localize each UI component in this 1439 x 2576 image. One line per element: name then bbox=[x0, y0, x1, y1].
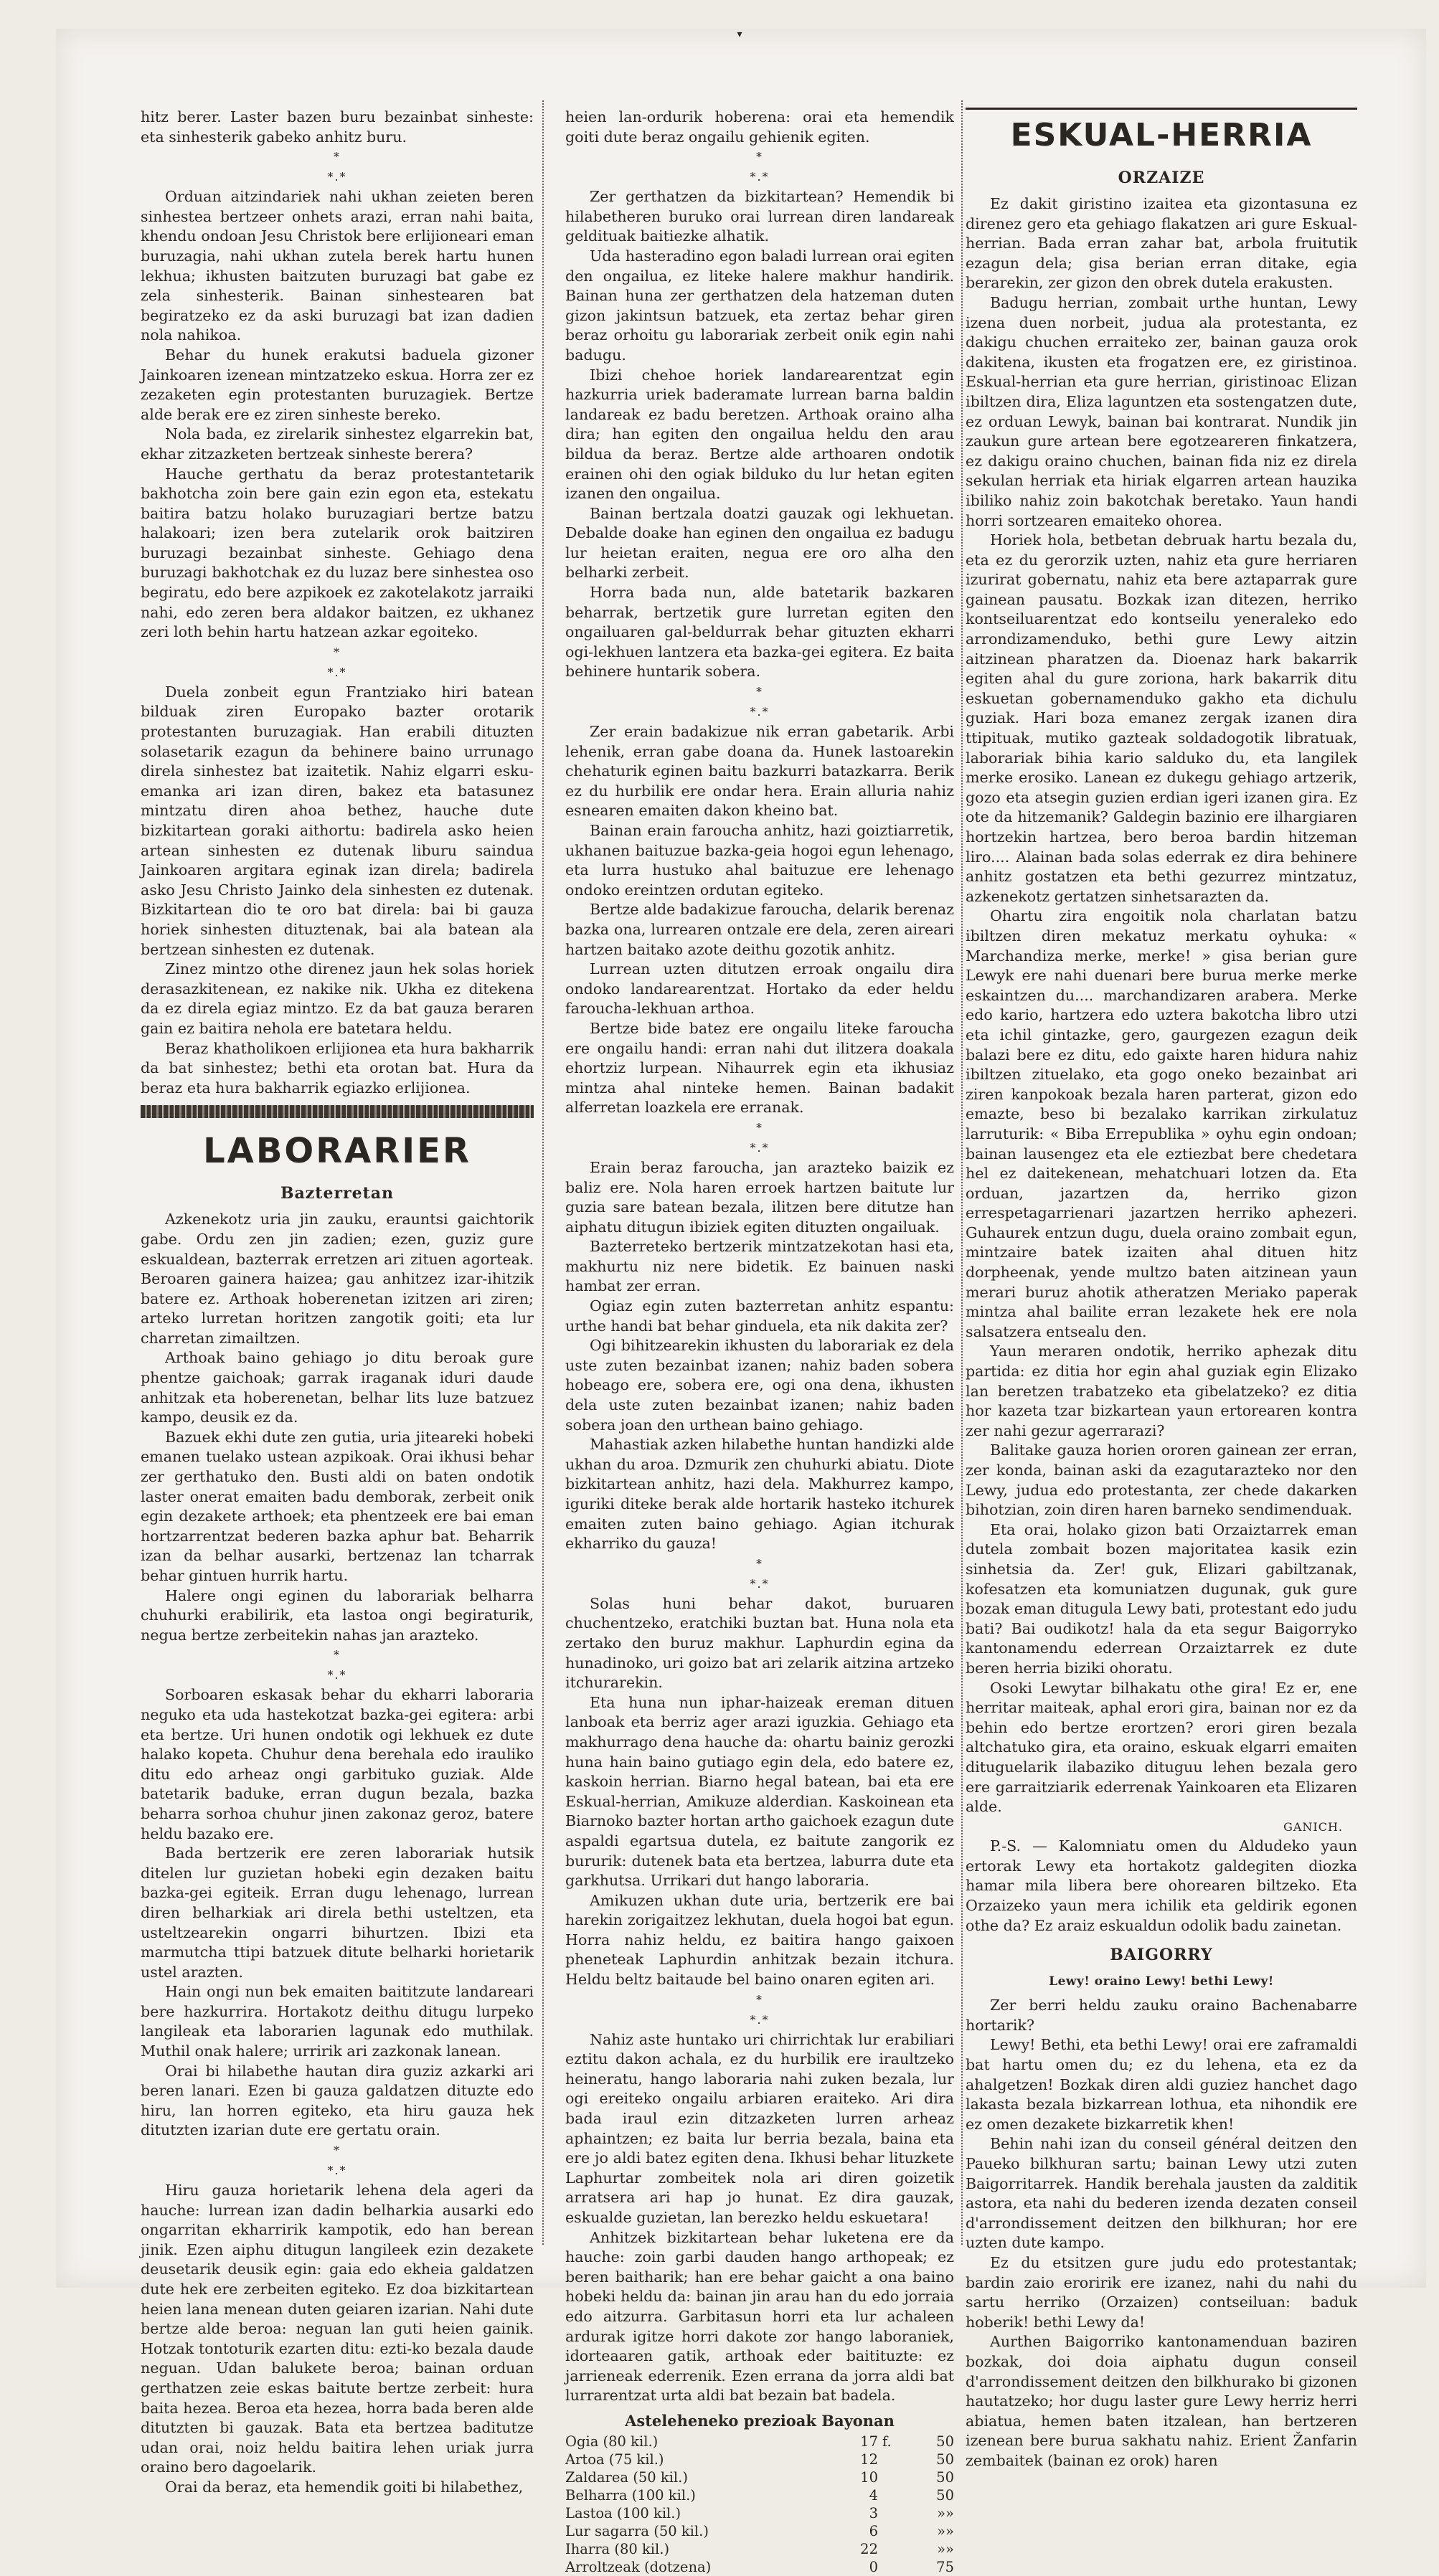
paragraph: Bada bertzerik ere zeren laborariak hutsik ditelen lur guzietan hobeki egin dezaken baitu bazka-gei egiteik. Erran dugu lehenago, lurrean diren belharkiak ari direla bethi usteltzen, eta usteltzearekin ongarri bihurtzen. Ibizi eta marmutcha ttipi batzuek ditute belharki horietarik ustel arazten. bbox=[141, 1845, 534, 1981]
price-row bbox=[565, 2468, 954, 2486]
price-item: Arroltzeak (dotzena) bbox=[565, 2558, 712, 2575]
price-cents: 50 bbox=[936, 2450, 954, 2468]
paragraph: Amikuzen ukhan dute uria, bertzerik ere bai harekin zorigaitzez lekhutan, duela hogoi bat egun. Horra nahiz heldu, ez baitira hango gaixoen pheneteak Laphurdin anhitzak bezain itchura. Heldu beltz baitaude bel baino onaren egiten ari. bbox=[565, 1891, 954, 1989]
price-francs: 17 bbox=[860, 2433, 878, 2450]
price-table bbox=[565, 2406, 954, 2576]
price-cents: 50 bbox=[936, 2433, 954, 2450]
price-francs: 6 bbox=[869, 2522, 878, 2539]
section-separator: * *.* bbox=[327, 150, 347, 184]
paragraph: Azkenekotz uria jin zauku, erauntsi gaichtorik gabe. Ordu zen jin zadien; ezen, guziz gure eskualdean, bazterrak erretzen ari zituen agorteak. Beroaren gainera haizea; gau anhitzez izar-ihitzik batere ez. Arthoak hoberenetan izitzen ari ziren; arteko lurretan horitzen zangotik goiti; eta lur charretan zimailtzen. bbox=[141, 1211, 534, 1347]
paragraph: Orai bi hilabethe hautan dira guziz azkarki ari beren lanari. Ezen bi gauza galdatzen dituzte edo hiru, lan horren egiteko, eta hiru gauza hek ditutzten izarian dute ere gertatu orain. bbox=[141, 2062, 534, 2139]
section-subtitle: BAIGORRY bbox=[1110, 1946, 1213, 1965]
price-cents: 50 bbox=[936, 2486, 954, 2504]
price-francs: 22 bbox=[860, 2540, 878, 2557]
price-cents: 50 bbox=[936, 2468, 954, 2486]
section-separator: * *.* bbox=[327, 2144, 347, 2178]
price-item: Zaldarea (50 kil.) bbox=[565, 2468, 688, 2486]
paragraph: Sorboaren eskasak behar du ekharri laboraria neguko eta uda hastekotzat bazka-gei egitera: arbi eta bertze. Uri hunen ondotik ogi lekhuek ez dute halako kopeta. Chuhur dena berehala edo irauliko ditu edo arheaz ongi garbituko guziak. Alde batetarik baduke, erran dugun bezala, bazka beharra sorhoa chuhur jinen zakonaz geroz, batere heldu bazako ere. bbox=[141, 1686, 534, 1842]
price-cents: »» bbox=[937, 2540, 954, 2557]
price-item: Belharra (100 kil.) bbox=[565, 2486, 696, 2504]
paragraph: Badugu herrian, zombait urthe huntan, Lewy izena duen norbeit, judua ala protestanta, ez dakigu chuchen erraiteko zer, bainan gauza orok dakitena, ikusten eta frogatzen ere, ez giristinoa. Eskual-herrian eta gure herrian, giristinoac Elizan ibiltzen dira, Eliza laguntzen eta sostengatzen dute, ez orduan Lewyk, bainan bai kontrarat. Nundik jin zaukun gure artean bere egotzeareren finkatzera, ez dakigu oraino chuchen, bainan fida niz ez direla sekulan herriak eta hiriak elgarren artean hauzika ibiliko nahiz zoin bakotchak beretako. Yaun handi horri sortzearen emaiteko ohorea. bbox=[966, 293, 1357, 529]
paragraph: Bertze bide batez ere ongailu liteke faroucha ere ongailu handi: erran nahi dut ilitzera doakala ehortziz lurpean. Nihaurrek egin eta ikhusiaz mintza ahal ninteke hemen. Bainan badakit alferretan loazkela ere erranak. bbox=[565, 1019, 954, 1117]
section-title: LABORARIER bbox=[203, 1131, 471, 1172]
paragraph: Hiru gauza horietarik lehena dela ageri da hauche: lurrean izan dadin belharkia ausarki edo ongarritan ekharririk kampotik, edo han berean jinik. Ezen aiphu ditugun langileek ezin dezakete deusetarik deusik egin: gaia edo ekheia galdatzen dute hek ere zerbeiten egiteko. Ez doa bizkitartean heien lana menean duten geiaren izarian. Nahi dute bertze alde beroa: neguan lan guti heien gainik. Hotzak tontoturik ezarten ditu: ezti-ko bezala daude neguan. Udan balukete beroa; bainan orduan gerthatzen zeie eskas baitute bertze zerbeit: hura baita hezea. Beroa eta hezea, horra bada beren alde ditutzten bi gauzak. Bata eta bertzea baditutze udan orai, noiz heldu baitira lehen uriak jurra oraino bero dagoelarik. bbox=[141, 2182, 534, 2476]
paragraph: Beraz khatholikoen erlijionea eta hura bakharrik da bat sinhestez; bethi eta orotan bat. Hura da beraz eta hura bakharrik egiazko erlijionea. bbox=[141, 1039, 534, 1097]
paragraph: Yaun meraren ondotik, herriko aphezak ditu partida: ez ditia hor egin ahal guziak egin Elizako lan beretzen trabatzeko eta gibelatzeko? ez ditia hor kazeta tzar bizkartean yaun ertorearen kontra zer nahi gezur agerrarazi? bbox=[966, 1343, 1357, 1439]
paragraph: Uda hasteradino egon baladi lurrean orai egiten den ongailua, ez liteke halere makhur handirik. Bainan huna zer gerthatzen dela hatzeman duten gizon jakintsun batzuek, eta zertaz behar giren beraz orhoitu gu laborariak zerbeit onik egin nahi badugu. bbox=[565, 247, 954, 364]
section-separator: * *.* bbox=[750, 1120, 770, 1155]
column-rule bbox=[961, 100, 963, 2245]
price-item: Artoa (75 kil.) bbox=[565, 2450, 664, 2468]
price-item: Ogia (80 kil.) bbox=[565, 2433, 659, 2450]
paragraph: Lewy! Bethi, eta bethi Lewy! orai ere zaframaldi bat hartu omen du; ez du lehena, eta ez da ahalgetzen! Bozkak diren aldi guziez hanchet dago lakasta bezala bizkarrean lothua, eta nihondik ere ez omen dezakete bizkarretik khen! bbox=[966, 2036, 1357, 2133]
price-row bbox=[565, 2486, 954, 2504]
paragraph: Ogi bihitzearekin ikhusten du laborariak ez dela uste zuten bezainbat izanen; nahiz baden sobera hobeago ere, sobera ere, ogi ona dena, ikhusten dela uste zuten bezainbat izanen; nahiz baden sobera joan den urthean baino gehiago. bbox=[565, 1337, 954, 1434]
paragraph: Duela zonbeit egun Frantziako hiri batean bilduak ziren Europako bazter orotarik protestanten buruzagiak. Han erabili dituzten solasetarik ezagun da behinere baino urrunago direla sinhestez bat izaitetik. Nahiz elgarri esku-emanka ari izan diren, bakez eta batasunez mintzatu diren ahoa bethez, hauche dute bizkitartean goraki aithortu: badirela asko heien artean sinhesten ez dutenak liburu saindua Jainkoaren argitara eginak izan direla; badirela asko Jesu Christo Jainko dela sinhesten ez dutenak. Bizkitartean dio te oro bat direla: bai bi gauza horiek sinhesten dituztenak, bai ala batean ala bertzean sinhesten ez dutenak. bbox=[141, 683, 534, 958]
price-row bbox=[565, 2450, 954, 2468]
title-rule bbox=[966, 108, 1357, 110]
author-signature: GANICH. bbox=[1283, 1819, 1343, 1834]
paragraph: Aurthen Baigorriko kantonamenduan baziren bozkak, doi doia aiphatu dugun conseil d'arrondissement deitzen den bilkhurako bi gizonen hautatzeko; hor dugu laster gure Lewy herriz herri abiatua, hemen baten itzalean, han bertzeren izenean bere burua sakhatu nahiz. Erient Žanfarin zembaitek (bainan ez orok) haren bbox=[966, 2333, 1357, 2469]
section-separator: * *.* bbox=[750, 685, 770, 719]
price-row bbox=[565, 2522, 954, 2540]
paragraph: Zer gerthatzen da bizkitartean? Hemendik bi hilabetheren buruko orai lurrean diren landareak geldituak baitiezke alhatik. bbox=[565, 188, 954, 245]
section-separator: * *.* bbox=[750, 1556, 770, 1591]
paragraph: Nola bada, ez zirelarik sinhestez elgarrekin bat, ekhar zitzazketen bertzeak sinheste berera? bbox=[141, 425, 534, 463]
paragraph: Horra bada nun, alde batetarik bazkaren beharrak, bertzetik gure lurretan egiten den ongailuaren gal-beldurrak behar gituzten ekharri ogi-lekhuen lantzera eta bazka-gei egitera. Ez baita behinere huntarik sobera. bbox=[565, 584, 954, 681]
paragraph: Lurrean uzten ditutzen erroak ongailu dira ondoko landarearentzat. Hortako da eder heldu faroucha-lekhuan arthoa. bbox=[565, 960, 954, 1018]
paragraph: Ohartu zira engoitik nola charlatan batzu ibiltzen diren mekatuz merkatu oyhuka: « Marchandiza merke, merke! » gisa berian gure Lewyk ere nahi duenari bere burua merke merke eskaintzen du.... marchandizaren arabera. Merke edo kario, hartzera edo uztera bakotcha libro utzi eta ichil gintazke, gero, gaurgezen ezagun deik balazi bere ez ditu, edo gaixte haren hidura nahiz ibiltzen zituelako, eta gogo oneko bezainbat ari ziren kanpokoak bezala haren parterat, gizon edo emazte, beso bi bezalako karrikan zirkulatuz larruturik: « Biba Errepublika » oyhu egin ondoan; bainan lausengez eta ele eztiezbat bere chedetara hel ez daitekenean, mehatchuari lotzen da. Eta orduan, jazartzen da, herriko gizon errespetagarrienari jazartzen herriko aphezeri. Guhaurek entzun dugu, duela oraino zombait egun, mintzaire batek izaiten ahal dituen hitz dorpheenak, yende multzo baten aitzinean yaun merari buruz ahotik atheratzen Meriako paperak mintza ahal bailite erran lezakete hek ere nola salsatzera entsealu den. bbox=[966, 907, 1357, 1340]
paragraph: Mahastiak azken hilabethe huntan handizki alde ukhan du aroa. Dzmurik zen chuhurki abiatu. Diote bizkitartean anhitz, hazi dela. Makhurrez kampo, iguriki diteke berak alde hortarik hasteko itchurek emaiten zuten baino gehiago. Agian itchurak ekharriko du gauza! bbox=[565, 1436, 954, 1553]
column-1 bbox=[141, 108, 534, 2498]
price-francs: 12 bbox=[860, 2450, 878, 2468]
paragraph: Behin nahi izan du conseil général deitzen den Paueko bilkhuran sartu; bainan Lewy utzi zuten Baigorritarrek. Handik berehala jausten da zalditik astora, eta nahi du bederen izenda dezaten conseil d'arrondissement deitzen den bilkhuran; hor ere uzten dute kampo. bbox=[966, 2135, 1357, 2252]
price-cents: 75 bbox=[936, 2558, 954, 2575]
paragraph: Ez du etsitzen gure judu edo protestantak; bardin zaio eroririk ere izanez, nahi du nahi du sartu herriko (Orzaizen) contseiluan: baduk hoberik! bethi Lewy da! bbox=[966, 2253, 1357, 2331]
price-francs: 0 bbox=[869, 2558, 878, 2575]
binding-mark: ▾ bbox=[737, 29, 742, 40]
price-francs: 4 bbox=[869, 2486, 878, 2504]
price-unit bbox=[878, 2450, 911, 2468]
paragraph: hitz berer. Laster bazen buru bezainbat sinheste: eta sinhesterik gabeko anhitz buru. bbox=[141, 108, 534, 146]
section-separator: * *.* bbox=[750, 1992, 770, 2027]
price-francs: 3 bbox=[869, 2504, 878, 2521]
price-unit bbox=[878, 2540, 911, 2558]
paragraph: Orai da beraz, eta hemendik goiti bi hilabethez, bbox=[165, 2478, 524, 2496]
newspaper-page bbox=[56, 29, 1426, 2575]
paragraph: Erain beraz faroucha, jan arazteko baizik ez baliz ere. Nola haren erroek hartzen baitute lur guzia sare batean bezala, ilitzen bere ditutze han aiphatu ditugun ibiziek egiten dituzten ongailuak. bbox=[565, 1158, 954, 1236]
paragraph: Arthoak baino gehiago jo ditu beroak gure phentze gaichoak; garrak iraganak iduri daude anhitzak eta hoberenetan, belhar lits luze batzuez kampo, deusik ez da. bbox=[141, 1349, 534, 1426]
paragraph: Zer erain badakizue nik erran gabetarik. Arbi lehenik, erran gabe doana da. Hunek lastoarekin chehaturik eginen baitu bazkurri batazkarra. Berik ez du hurbilik ere ondar hera. Erain alluria nahiz esnearen emaiten dakon kheino bat. bbox=[565, 723, 954, 820]
price-item: Lur sagarra (50 kil.) bbox=[565, 2522, 709, 2539]
paragraph: Bazuek ekhi dute zen gutia, uria jiteareki hobeki emanen tuelako ustean azpikoak. Orai ikhusi behar zer gerthatuko den. Busti aldi on baten ondotik laster onerat emaiten badu demborak, zerbeit onik egin dezakete arthoek; eta phentzeek ere bai eman hortzarrentzat bederen bazka aphur bat. Beharrik izan da belhar ausarki, bertzenaz lan tcharrak behar gintuen hurrik hartu. bbox=[141, 1428, 534, 1584]
paragraph: Orduan aitzindariek nahi ukhan zeieten beren sinhestea bertzeer onhets arazi, erran nahi baita, khendu ondoan Jesu Christok bere erlijioneari eman buruzagia, nahi ukhan zutela berek hartu hunen lekhua; ikhusten baitzuten buruzagi bat gabe ez zela sinhesterik. Bainan sinhestearen bat begiratzeko ez da aski buruzagi bat izan dadien nola nahikoa. bbox=[141, 188, 534, 344]
price-item: Iharra (80 kil.) bbox=[565, 2540, 670, 2557]
price-item: Lastoa (100 kil.) bbox=[565, 2504, 681, 2521]
paragraph: Eta orai, holako gizon bati Orzaiztarrek eman dutela zombait bozen majoritatea kasik ezin sinhetsia da. Zer! guk, Elizari gabiltzanak, kofesatzen eta komuniatzen dugunak, guk gure bozak eman ditugula Lewy bati, protestant edo judu bati? Bai oudikotz! hala da eta segur Baigorryko kantonamendu ederrean Orzaiztarrek ez dute beren herria biziki ohoratu. bbox=[966, 1520, 1357, 1677]
price-unit bbox=[878, 2504, 911, 2522]
paragraph: Halere ongi eginen du laborariak belharra chuhurki erabilirik, eta lastoa ongi begiraturik, negua bertze zerbeitekin nahas jan arazteko. bbox=[141, 1586, 534, 1644]
price-row bbox=[565, 2433, 954, 2450]
section-separator: * *.* bbox=[750, 150, 770, 184]
paragraph: Solas huni behar dakot, buruaren chuchentzeko, eratchiki buztan bat. Huna nola eta zertako den buruz makhur. Laphurdin egina da hunadinoko, uri goizo bat ari zelarik aitzina artzeko itchurarekin. bbox=[565, 1594, 954, 1692]
price-row bbox=[565, 2504, 954, 2522]
price-unit bbox=[878, 2558, 911, 2576]
section-subtitle: Bazterretan bbox=[280, 1184, 395, 1203]
article-headline: Lewy! oraino Lewy! bethi Lewy! bbox=[1049, 1974, 1274, 1989]
paragraph: Nahiz aste huntako uri chirrichtak lur erabiliari eztitu dakon achala, ez du hurbilik ere iraultzeko heineratu, hango laboraria nahi zuken bezala, lur ogi ereiteko ongailu arbiaren eraiteko. Ari dira bada iraul ezin ditzazketen lurren arheaz aphaintzen; ez baita lur berria bezala, baina eta ere jo aldi batez egiten dena. Ikhusi behar lituzkete Laphurtar zombeitek nola ari diren goizetik arratsera ari hap jo hunat. Ez dira gauzak, eskualde guzietan, lan berezko heldu eskuetara! bbox=[565, 2030, 954, 2226]
paragraph: Behar du hunek erakutsi baduela gizoner Jainkoaren izenean mintzatzeko eskua. Horra zer ez zezaketen egin protestanten buruzagiek. Bertze alde berak ere ez ziren sinheste bereko. bbox=[141, 346, 534, 423]
paragraph: Bazterreteko bertzerik mintzatzekotan hasi eta, makhurtu niz nere bidetik. Ez bainuen naski hambat zer erran. bbox=[565, 1238, 954, 1295]
price-row bbox=[565, 2540, 954, 2558]
price-cents: »» bbox=[937, 2522, 954, 2539]
section-separator: * *.* bbox=[327, 645, 347, 679]
column-3 bbox=[966, 108, 1357, 2471]
price-unit: f. bbox=[882, 2433, 892, 2450]
paragraph: Anhitzek bizkitartean behar luketena ere da hauche: zoin garbi dauden hango arthopeak; ez beren baitharik; han ere behar gaicht a ona baino hobeki heldu da: bainan jin arau han du edo jorraia edo aitzurra. Garbitasun horri eta lur achaleen ardurak igitze horri dakote zor hango laboraniek, idorteaaren gatik, arthoak eder baitituzte: ez jarrieneak ederrenik. Ezen errana da jorra aldi bat lurrarentzat urta aldi bat bezain bat badela. bbox=[565, 2228, 954, 2405]
paragraph: Zinez mintzo othe direnez jaun hek solas horiek derasazkitenean, ez nakike nik. Ukha ez ditekena da ez direla egiaz mintzo. Ez da bat gauza beraren gain ez baitira nehola ere batetara heldu. bbox=[141, 960, 534, 1037]
paragraph: Balitake gauza horien ororen gainean zer erran, zer konda, bainan aski da ezagutaraztekо nor den Lewy, judua edo protestanta, zer chede dakarken bihotzian, zoin diren haren barneko sendimenduak. bbox=[966, 1441, 1357, 1519]
price-table-title: Asteleheneko prezioak Bayonan bbox=[625, 2411, 895, 2430]
section-title: ESKUAL-HERRIA bbox=[1010, 117, 1313, 153]
paragraph: Eta huna nun iphar-haizeak ereman dituen lanboak eta berriz ager arazi iguzkia. Gehiago eta makhurrago dena hauche da: ohartu bainiz gerozki huna hain baino gutiago egin dela, edo batere ez, kaskoin herrian. Biarno hegal batean, bai eta ere Eskual-herrian, Amikuze alderdian. Kaskoinean eta Biarnoko bazter hortan artho gaichoek ezagun dute aspaldi egartsua dutela, ez baitute zangorik ez bururik: dutenek bata eta bertzea, laburra dute eta garkhutsa. Urrikari dut hango laboraria. bbox=[565, 1693, 954, 1890]
paragraph: Osoki Lewytar bilhakatu othe gira! Ez er, ene herritar maiteak, aphal erori gira, bainan nor ez da behin edo bertze erortzen? erori giren bezala altchatuko gira, eta oraino, eskuak elgarri emaiten dituguelarik ilabaziko dituguu lehen bezala gero ere garraitziarik ederrenak Yainkoaren eta Elizaren alde. bbox=[966, 1679, 1357, 1816]
paragraph: Zer berri heldu zauku oraino Bachenabarre hortarik? bbox=[966, 1997, 1357, 2034]
price-cents: »» bbox=[937, 2504, 954, 2521]
paragraph: Ez dakit giristino izaitea eta gizontasuna ez direnez gero eta gehiago flakatzen ari gure Eskual-herrian. Bada erran zahar bat, arbola fruitutik ezagun dela; gisa berian erran ditake, egia berarekin, zer gizon den obrek dutela erakusten. bbox=[966, 195, 1357, 292]
column-rule bbox=[542, 100, 544, 2245]
paragraph: Bertze alde badakizue faroucha, delarik berenaz bazka ona, lurrearen ontzale ere dela, zeren aireari hartzen baitako azote deithu gozotik anhitz. bbox=[565, 901, 954, 958]
paragraph: Hain ongi nun bek emaiten baititzute landareari bere hazkurrira. Hortakotz deithu ditugu lurpeko langileak eta laborarien lagunak edo muthilak. Muthil onak halere; urririk ari zazkonak lanean. bbox=[141, 1983, 534, 2060]
paragraph: P.-S. — Kalomniatu omen du Aldudeko yaun ertorak Lewy eta hortakotz galdegiten diozka hamar mila libera bere ohorearen biltzeko. Eta Orzaizeko yaun mera ichilik eta geldirik egonen othe da? Ez araiz eskualdun odolik badu zainetan. bbox=[966, 1837, 1357, 1934]
decorative-band bbox=[141, 1105, 534, 1118]
price-row bbox=[565, 2558, 954, 2576]
paragraph: Bainan bertzala doatzi gauzak ogi lekhuetan. Debalde doake han eginen den ongailua ez badugu lur heietan eraiten, negua ere oro alha den belharki zerbeit. bbox=[565, 504, 954, 582]
paragraph: Bainan erain faroucha anhitz, hazi goiztiarretik, ukhanen baituzue bazka-geia hogoi egun lehenago, eta lurra hustuko ahal baituzue ere lehenago ondoko ereintzen ordutan egiteko. bbox=[565, 822, 954, 899]
paragraph: Horiek hola, betbetan debruak hartu bezala du, eta ez du gerorzik uzten, nahiz eta gure herriaren izurirat gobernatu, nahiz eta bere aztaparrak gure gainean pausatu. Bozkak izan ditezen, herriko kontseiluarentzat edo kontseilu yeneraleko edo arrondizamenduko, bethi gure Lewy aitzin aitzinean pharatzen da. Dioenaz hark bakarrik egiten ahal du gure zoriona, hark bakarrik ditu eskuetan gobernamenduko gakho eta dichulu guziak. Hari boza emanez zergak izanen dira ttipituak, mutiko gazteak soldadogotik libratuak, laborariak bihia kario salduko du, eta langilek merke erosiko. Lanean ez dukegu gehiago artzerik, gozo eta atsegin guzien erdian igeri izanen gira. Ez ote da hitzemanik? Galdegin bazinio ere ilhargiaren hortzekin hartzea, bero beroa bardin hitzeman liro.... Alainan bada solas ederrak ez dira behinere anhitz gostatzen eta bethi gezurrez mintzatuz, azkenekotz gertatzen sinhetsarazten da. bbox=[966, 531, 1357, 905]
paragraph: Ogiaz egin zuten bazterretan anhitz espantu: urthe handi bat behar ginduela, eta nik dakita zer? bbox=[565, 1297, 954, 1335]
column-2 bbox=[565, 108, 954, 2576]
paragraph: Ibizi chehoe horiek landarearentzat egin hazkurria uriek baderamate lurrean barna baldin landareak ez badu beretzen. Arthoak oraino alha dira; han egiten den ongailua heldu den arau bildua da beraz. Bertze alde arthoaren ondotik erainen ohi den ogiak bilduko du lur hetan egiten izanen den ongailua. bbox=[565, 366, 954, 503]
price-unit bbox=[878, 2468, 911, 2486]
price-unit bbox=[878, 2522, 911, 2540]
paragraph: Hauche gerthatu da beraz protestantetarik bakhotcha zoin bere gain ezin egon eta, estekatu baitira batzu holako buruzagiari bertze batzu halakoari; izen bera zutelarik orok baitziren buruzagi bezainbat sinheste. Gehiago dena buruzagi bakhotchak ez du luzaz bere sinhestea oso begiratu, edo bere azpikoek ez zakotelakotz jarraiki nahi, edo zeren bera aldakor baitzen, ez ukhanez zeri loth behin hartu hatzean azkar egoiteko. bbox=[141, 465, 534, 641]
section-subtitle: ORZAIZE bbox=[1118, 169, 1205, 187]
paragraph: heien lan-ordurik hoberena: orai eta hemendik goiti dute beraz ongailu gehienik egiten. bbox=[565, 108, 954, 146]
price-francs: 10 bbox=[860, 2468, 878, 2486]
price-unit bbox=[878, 2486, 911, 2504]
section-separator: * *.* bbox=[327, 1648, 347, 1682]
